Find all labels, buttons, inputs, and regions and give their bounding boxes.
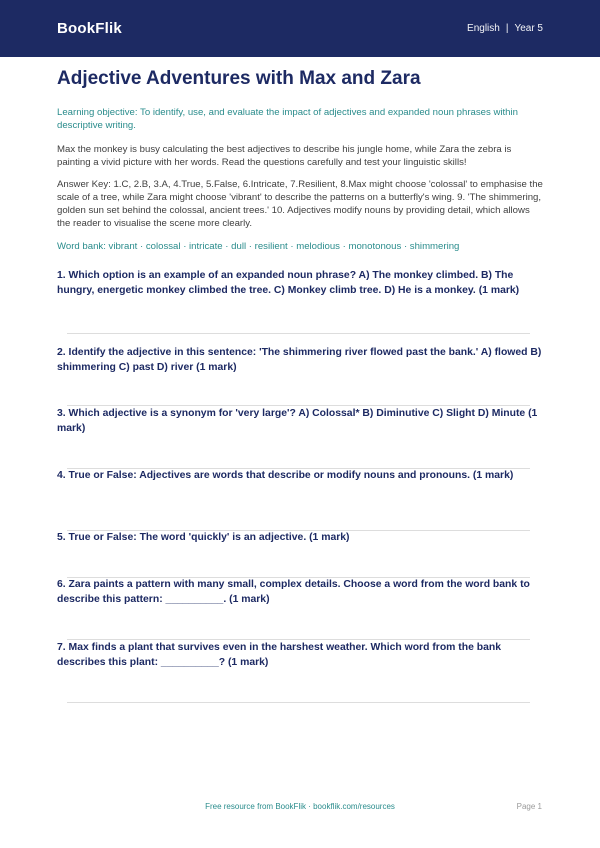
intro-paragraph: Max the monkey is busy calculating the best adjectives to describe his jungle home, while Zara the zebra is painting a vivid picture with her words. Read the questions carefully and test your linguistic skills! bbox=[57, 144, 512, 168]
question-6: 6. Zara paints a pattern with many small, complex details. Choose a word from the word bank to describe this pattern: __________. (1 mark) bbox=[57, 579, 530, 605]
question-5: 5. True or False: The word 'quickly' is an adjective. (1 mark) bbox=[57, 532, 350, 543]
page-number: Page 1 bbox=[516, 802, 542, 811]
page-footer bbox=[0, 800, 600, 814]
subject-label: English bbox=[467, 23, 500, 34]
meta-separator: | bbox=[505, 23, 509, 34]
worksheet-content bbox=[0, 57, 600, 253]
answer-line-7 bbox=[67, 702, 530, 703]
question-7: 7. Max finds a plant that survives even in the harshest weather. Which word from the bank describes this plant: __________? (1 mark) bbox=[57, 642, 502, 668]
header-meta bbox=[467, 23, 543, 34]
footer-credit[interactable]: Free resource from BookFlik · bookflik.com/resources bbox=[205, 802, 395, 811]
question-1: 1. Which option is an example of an expanded noun phrase? A) The monkey climbed. B) The hungry, energetic monkey climbed the tree. C) Monkey climb tree. D) He is a monkey. (1 mark) bbox=[57, 270, 520, 296]
question-3: 3. Which adjective is a synonym for 'very large'? A) Colossal* B) Diminutive C) Slight D) Minute (1 mark) bbox=[57, 408, 538, 434]
answer-line-1 bbox=[67, 333, 530, 334]
answer-key: Answer Key: 1.C, 2.B, 3.A, 4.True, 5.False, 6.Intricate, 7.Resilient, 8.Max might choose 'colossal' to emphasise the scale of a tree, while Zara might choose 'vibrant' to describe the patterns on a butterfly's wing. 9. 'The shimmering, golden sun set behind the colossal, ancient trees.' 10. Adjectives modify nouns by providing detail, which allows the reader to visualise the scene more clearly. bbox=[57, 179, 543, 229]
year-label: Year 5 bbox=[514, 23, 543, 34]
word-bank: Word bank: vibrant · colossal · intricate · dull · resilient · melodious · monotonous · shimmering bbox=[57, 241, 460, 252]
question-2: 2. Identify the adjective in this sentence: 'The shimmering river flowed past the bank.' A) flowed B) shimmering C) past D) river (1 mark) bbox=[57, 347, 542, 373]
page-title: Adjective Adventures with Max and Zara bbox=[57, 68, 421, 89]
learning-objective: Learning objective: To identify, use, and evaluate the impact of adjectives and expanded noun phrases within descriptive writing. bbox=[57, 107, 518, 131]
page-header bbox=[0, 0, 600, 57]
question-4: 4. True or False: Adjectives are words that describe or modify nouns and pronouns. (1 mark) bbox=[57, 470, 514, 481]
brand-logo[interactable]: BookFlik bbox=[57, 20, 122, 37]
